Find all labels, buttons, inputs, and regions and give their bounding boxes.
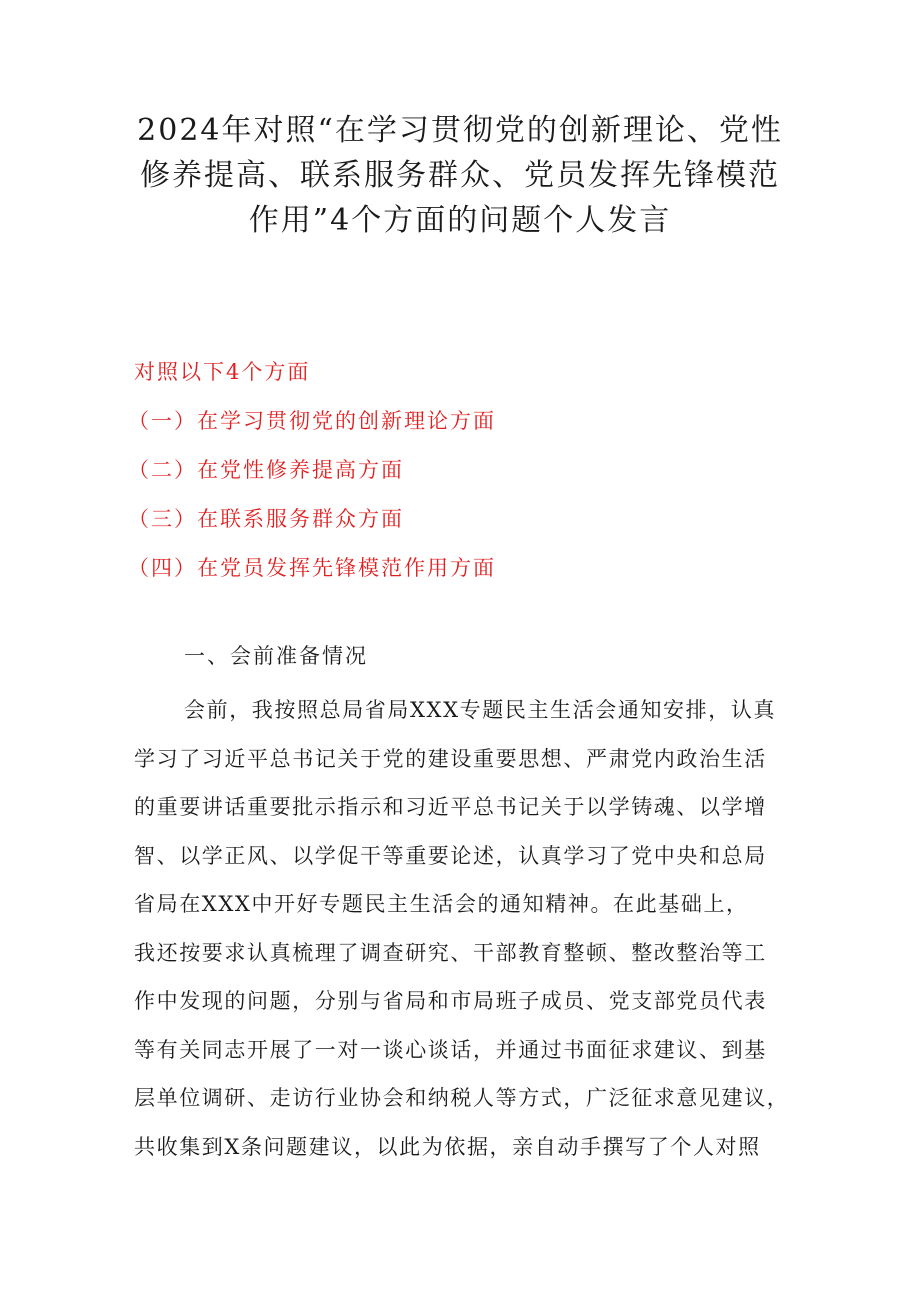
paragraph-line-4: 智、以学正风、以学促干等重要论述，认真学习了党中央和总局	[134, 843, 767, 868]
aspects-list	[128, 348, 814, 593]
paragraph-line-3: 的重要讲话重要批示指示和习近平总书记关于以学铸魂、以学增	[134, 795, 767, 819]
paragraph-line-7: 作中发现的问题，分别与省局和市局班子成员、党支部党员代表	[134, 989, 767, 1013]
section-heading: 一、会前准备情况	[184, 644, 368, 668]
paragraph-line-10: 共收集到X条问题建议，以此为依据，亲自动手撰写了个人对照	[134, 1134, 761, 1159]
paragraph-line-6: 我还按要求认真梳理了调查研究、干部教育整顿、整改整治等工	[134, 940, 767, 965]
title-line-1: 2024年对照“在学习贯彻党的创新理论、党性	[137, 113, 783, 148]
paragraph-line-9: 层单位调研、走访行业协会和纳税人等方式，广泛征求意见建议，	[134, 1086, 790, 1110]
title-line-2: 修养提高、联系服务群众、党员发挥先锋模范	[140, 158, 780, 193]
aspect-item-3: （三）在联系服务群众方面	[128, 507, 404, 531]
title-line-3: 作用”4个方面的问题个人发言	[248, 203, 672, 238]
paragraph-line-8: 等有关同志开展了一对一谈心谈话，并通过书面征求建议、到基	[134, 1037, 767, 1062]
aspect-item-1: （一）在学习贯彻党的创新理论方面	[128, 409, 496, 433]
paragraph-line-2: 学习了习近平总书记关于党的建设重要思想、严肃党内政治生活	[134, 746, 767, 771]
paragraph-line-1: 会前，我按照总局省局XXX专题民主生活会通知安排，认真	[184, 698, 777, 722]
aspects-intro: 对照以下4个方面	[134, 360, 311, 384]
aspect-item-2: （二）在党性修养提高方面	[128, 458, 404, 482]
section-paragraph	[134, 686, 794, 1171]
document-title	[120, 108, 800, 243]
aspect-item-4: （四）在党员发挥先锋模范作用方面	[128, 556, 496, 580]
paragraph-line-5: 省局在XXX中开好专题民主生活会的通知精神。在此基础上，	[134, 892, 749, 916]
